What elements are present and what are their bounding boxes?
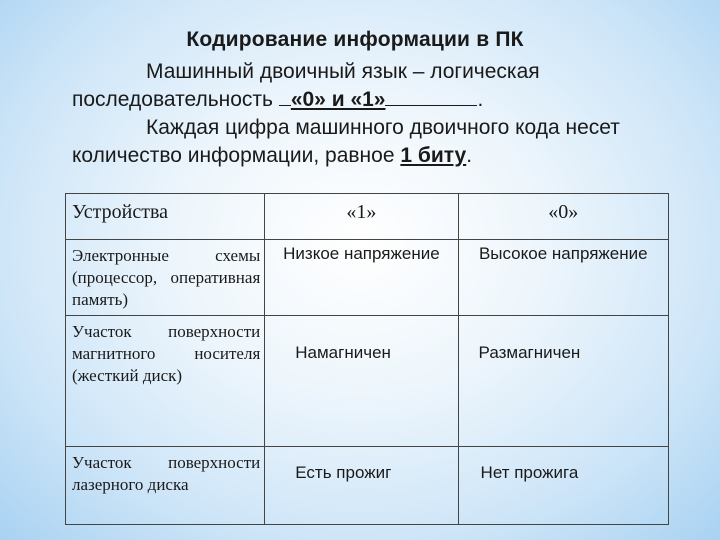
header-devices: Устройства [66,194,265,240]
cell-device: Участок поверхности магнитного носителя (жесткий диск) [66,316,265,447]
cell-one: Намагничен [265,316,458,447]
paragraph-binary-language [72,58,682,114]
cell-device: Электронные схемы (процессор, оперативная память) [66,240,265,316]
paragraph-1-end: . [477,88,484,111]
paragraph-2-text: Каждая цифра машинного двоичного кода несет количество информации, равное [72,116,620,167]
cell-one: Низкое напряжение [265,240,458,316]
cell-zero: Высокое напряжение [458,240,668,316]
paragraph-2-emphasis: 1 биту [400,144,467,167]
paragraph-1-text: Машинный двоичный язык – логическая последовательность [72,60,540,111]
header-zero: «0» [458,194,668,240]
cell-device: Участок поверхности лазерного диска [66,447,265,525]
encoding-table [65,193,669,525]
paragraph-1-blank-value: «0» и «1» [290,88,386,111]
paragraph-2-end: . [466,144,473,167]
cell-one: Есть прожиг [265,447,458,525]
table-row [66,316,669,447]
table-row [66,447,669,525]
table-header-row [66,194,669,240]
table-row [66,240,669,316]
header-one: «1» [265,194,458,240]
paragraph-bit-info [72,114,682,170]
cell-zero: Размагничен [458,316,668,447]
cell-zero: Нет прожига [458,447,668,525]
slide-title: Кодирование информации в ПК [186,28,524,51]
